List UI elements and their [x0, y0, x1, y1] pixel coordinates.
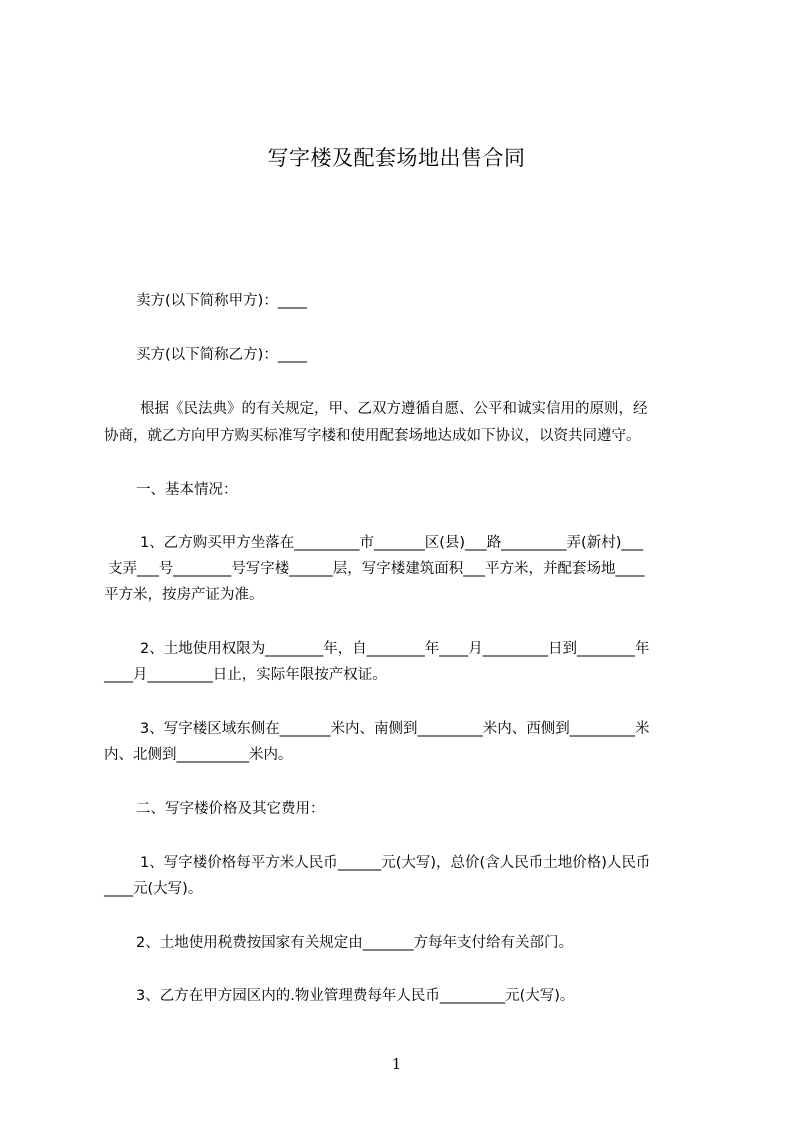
section-1-item-3-line-2: 内、北侧到__________米内。	[104, 747, 293, 763]
document-title: 写字楼及配套场地出售合同	[267, 146, 526, 170]
buyer-line: 买方(以下简称乙方)：____	[136, 347, 307, 363]
seller-line: 卖方(以下简称甲方)：____	[136, 293, 307, 309]
section-1-item-3-line-1: 3、写字楼区域东侧在_______米内、南侧到_________米内、西侧到_________米	[140, 721, 650, 737]
section-2-item-1-line-2: ____元(大写)。	[104, 881, 203, 897]
intro-line-2: 协商，就乙方向甲方购买标准写字楼和使用配套场地达成如下协议，以资共同遵守。	[104, 428, 641, 444]
intro-line-1: 根据《民法典》的有关规定，甲、乙双方遵循自愿、公平和诚实信用的原则，经	[140, 401, 648, 417]
section-1-item-1-line-1: 1、乙方购买甲方坐落在_________市_______区(县)___路_________弄(新村)___	[140, 535, 644, 551]
section-1-heading: 一、基本情况：	[136, 482, 238, 498]
section-2-heading: 二、写字楼价格及其它费用：	[136, 801, 325, 817]
section-1-item-1-line-3: 平方米，按房产证为准。	[104, 587, 264, 603]
section-2-item-2: 2、土地使用税费按国家有关规定由_______方每年支付给有关部门。	[136, 935, 573, 951]
section-1-item-2-line-2: ____月_________日止，实际年限按产权证。	[104, 667, 387, 683]
section-1-item-1-line-2: 支弄___号________号写字楼______层，写字楼建筑面积___平方米，并配套场地____	[108, 561, 645, 577]
section-2-item-1-line-1: 1、写字楼价格每平方米人民币______元(大写)，总价(含人民币土地价格)人民币	[140, 855, 651, 871]
page-number: 1	[391, 1055, 402, 1073]
section-2-item-3: 3、乙方在甲方园区内的.物业管理费每年人民币_________元(大写)。	[136, 988, 575, 1004]
section-1-item-2-line-1: 2、土地使用权限为________年，自________年____月_________日到________年	[140, 641, 650, 657]
